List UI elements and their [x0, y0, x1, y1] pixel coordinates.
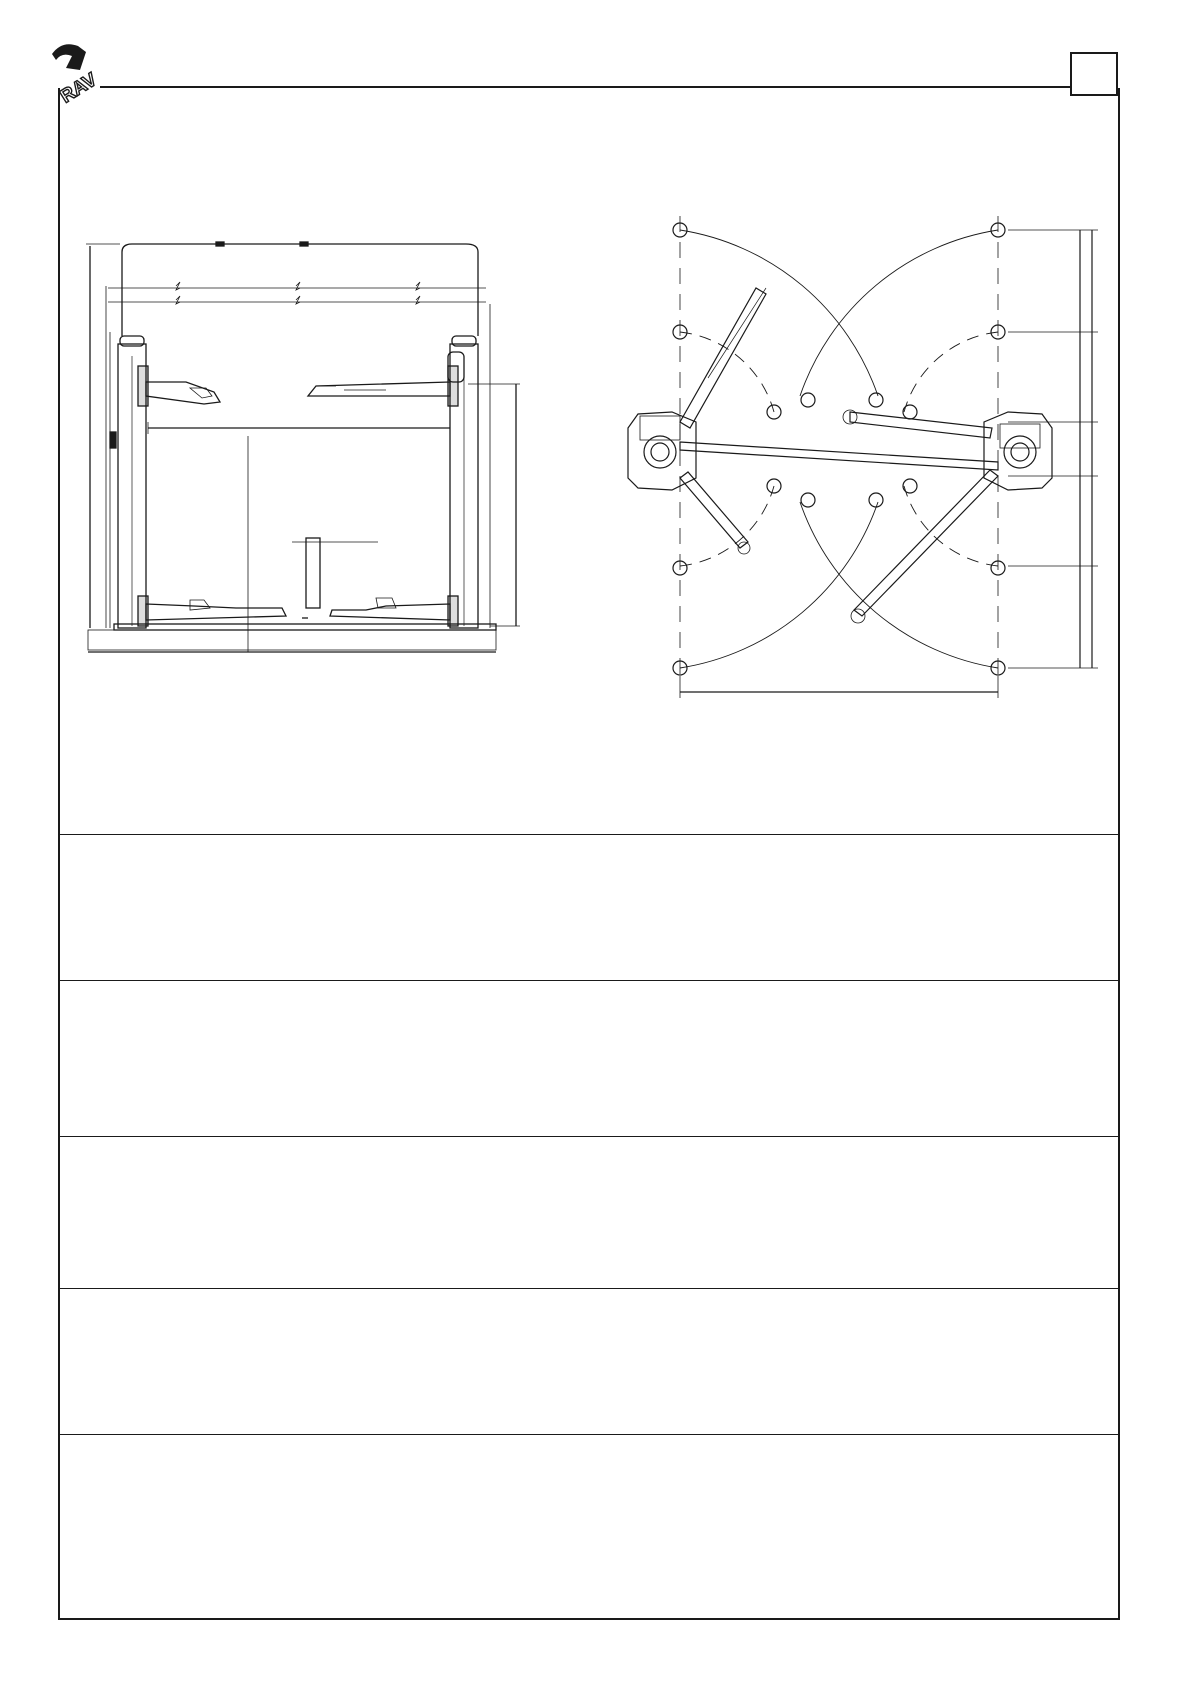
- section-divider: [58, 1136, 1120, 1137]
- section-divider: [58, 834, 1120, 835]
- lift-top-view-drawing: [616, 216, 1110, 714]
- logo-text: RAV: [56, 69, 101, 106]
- spec-row: [60, 1436, 1118, 1618]
- section-divider: [58, 1288, 1120, 1289]
- section-divider: [58, 980, 1120, 981]
- spec-row: [60, 982, 1118, 1136]
- spec-row: [60, 836, 1118, 980]
- section-divider: [58, 1434, 1120, 1435]
- lift-front-view-drawing: [86, 236, 576, 666]
- top-view-figure: [616, 216, 1110, 714]
- spec-row: [60, 1290, 1118, 1434]
- front-view-figure: [86, 236, 576, 666]
- spec-row: [60, 1138, 1118, 1288]
